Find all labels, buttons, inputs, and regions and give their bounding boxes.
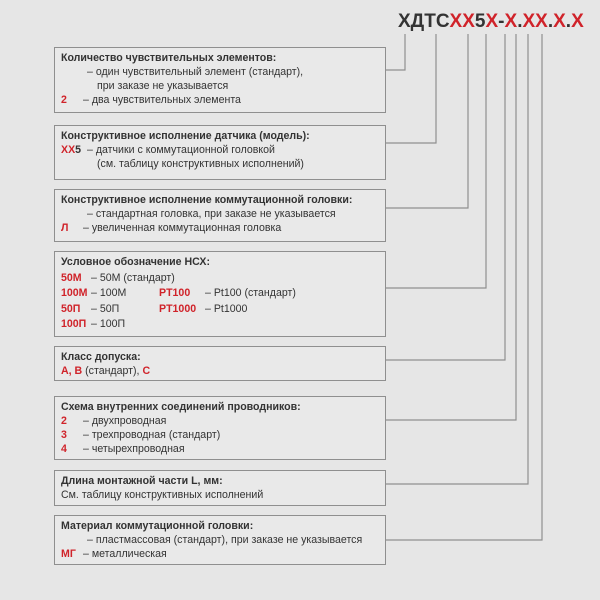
- list-item: – стандартная головка, при заказе не указывается: [87, 208, 336, 220]
- section-title: Материал коммутационной головки:: [61, 520, 254, 532]
- code-part: ХДТС: [398, 11, 450, 32]
- section-title: Условное обозначение НСХ:: [61, 256, 211, 268]
- list-item: Л – увеличенная коммутационная головка: [61, 222, 282, 234]
- section-title: Схема внутренних соединений проводников:: [61, 401, 301, 413]
- code-part: ХХ: [449, 11, 475, 32]
- section-mount-length: [54, 470, 386, 506]
- product-code: [398, 10, 584, 34]
- section-head-design: [54, 189, 386, 242]
- connector-3: [386, 34, 468, 208]
- connector-8: [386, 34, 542, 540]
- list-item: 3 – трехпроводная (стандарт): [61, 429, 221, 441]
- code-part: Х: [485, 11, 499, 32]
- list-item: 100М – 100М PT100 – Pt100 (стандарт): [61, 287, 296, 299]
- code-part: Х: [504, 11, 518, 32]
- list-item: ХХ5 – датчики с коммутационной головкой: [61, 144, 275, 156]
- section-nsh: [54, 251, 386, 337]
- section-tolerance-class: [54, 346, 386, 381]
- code-part: Х: [553, 11, 566, 32]
- section-title: Количество чувствительных элементов:: [61, 52, 277, 64]
- section-wiring-scheme: [54, 396, 386, 460]
- list-item: См. таблицу конструктивных исполнений: [61, 489, 264, 501]
- section-sensor-model: [54, 125, 386, 180]
- list-item: (см. таблицу конструктивных исполнений): [97, 158, 304, 170]
- code-part: Х: [571, 11, 584, 32]
- connector-7: [386, 34, 528, 484]
- list-item: – один чувствительный элемент (стандарт),: [87, 66, 304, 78]
- list-item: 50М – 50М (стандарт): [61, 271, 175, 284]
- section-title: Длина монтажной части L, мм:: [61, 475, 223, 487]
- section-title: Конструктивное исполнение коммутационной головки:: [61, 194, 353, 206]
- connector-5: [386, 34, 505, 360]
- list-item: 2 – двухпроводная: [61, 415, 167, 427]
- list-item: А, В (стандарт), С: [61, 365, 151, 377]
- list-item: 4 – четырехпроводная: [61, 443, 185, 455]
- list-item: 2 – два чувствительных элемента: [61, 94, 241, 106]
- list-item: МГ – металлическая: [61, 548, 167, 560]
- list-item: при заказе не указывается: [97, 80, 229, 92]
- list-item: 50П – 50П PT1000 – Pt1000: [61, 302, 248, 315]
- code-part: -: [498, 11, 505, 32]
- section-sensor-count: [54, 47, 386, 113]
- code-part: .: [565, 11, 572, 32]
- connector-1: [386, 34, 405, 70]
- section-title: Класс допуска:: [61, 351, 141, 363]
- list-item: – пластмассовая (стандарт), при заказе не указывается: [87, 534, 363, 546]
- section-head-material: [54, 515, 386, 565]
- connector-6: [386, 34, 516, 420]
- code-part: 5: [474, 11, 486, 32]
- connector-2: [386, 34, 436, 143]
- section-title: Конструктивное исполнение датчика (модель):: [61, 130, 310, 142]
- code-part: ХХ: [522, 11, 548, 32]
- code-part: .: [517, 11, 523, 32]
- code-part: .: [547, 11, 554, 32]
- list-item: 100П – 100П: [61, 318, 126, 330]
